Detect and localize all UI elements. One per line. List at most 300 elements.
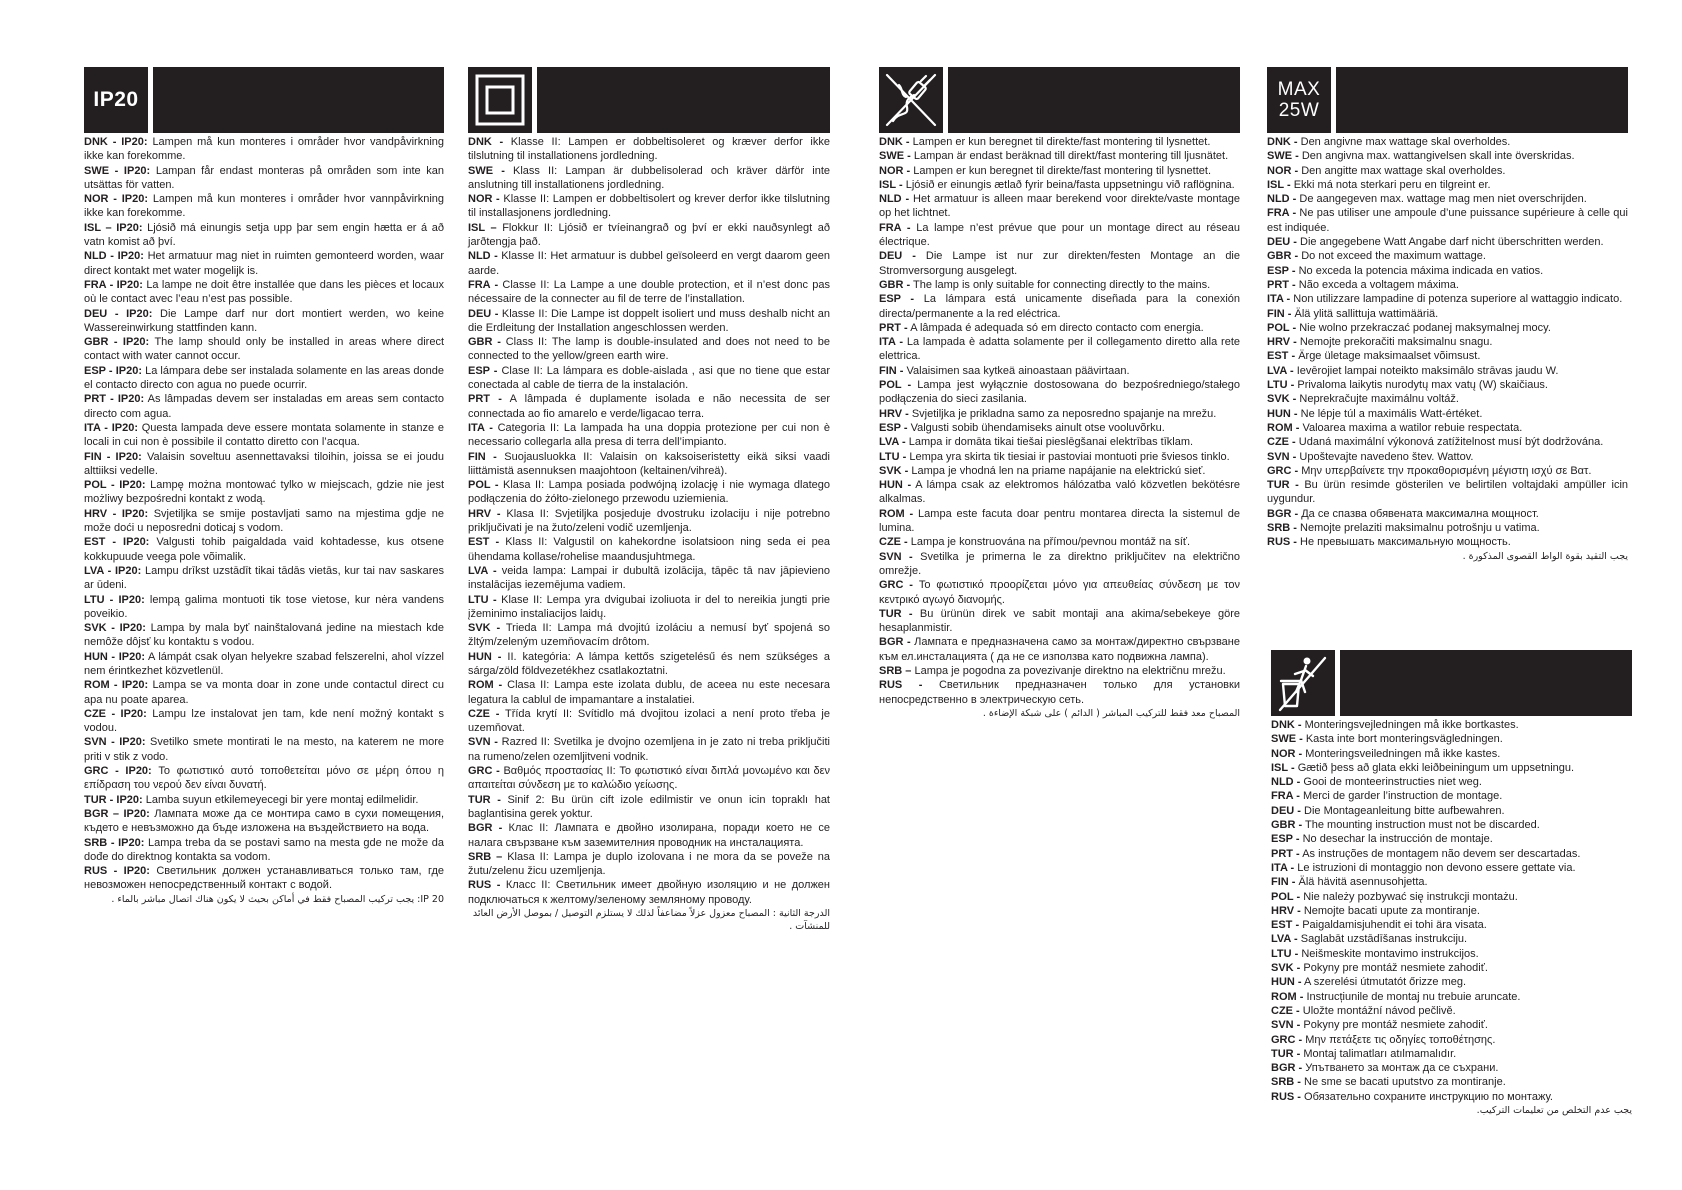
instruction-prt — [84, 392, 444, 421]
instruction-text: La lampe n’est prévue que pour un montage direct au réseau électrique. — [879, 221, 1241, 249]
language-code: ESP - — [1271, 833, 1300, 846]
instruction-ita — [1271, 861, 1632, 875]
section-header — [879, 67, 1240, 133]
language-code: SVK - — [1267, 393, 1297, 406]
instruction-gbr — [84, 335, 444, 364]
language-code: SVN - IP20: — [84, 736, 146, 749]
language-code: GRC - — [468, 765, 500, 778]
instruction-text: Flokkur II: Ljósið er tvíeinangrað og því er ekki nauðsynlegt að jarðtengja það. — [468, 221, 830, 249]
instruction-grc — [468, 764, 830, 793]
instruction-rus — [1271, 1090, 1632, 1104]
language-code: SRB - — [1267, 522, 1297, 535]
instruction-text: Lampan får endast monteras på områden som inte kan utsättas för vatten. — [84, 164, 444, 191]
instruction-text: Gooi de monteerinstructies niet weg. — [1303, 776, 1482, 789]
language-code: SVN - — [1271, 1019, 1301, 1032]
instructions-body — [1267, 135, 1628, 563]
instruction-text: Ne lépje túl a maximális Watt-értéket. — [1300, 407, 1483, 420]
instruction-text: Sinif 2: Bu ürün cift izole edilmistir ve onun icin topraklı hat baglantisina gerek yoktur. — [468, 793, 830, 820]
language-code: SVN - — [1267, 450, 1297, 463]
language-code: DEU - IP20: — [84, 307, 153, 320]
instruction-svn — [468, 735, 830, 764]
language-code: POL - — [468, 479, 499, 492]
instruction-text: Lampen må kun monteres i områder hvor vannpåvirkning ikke kan forekomme. — [84, 193, 445, 220]
language-code: DNK - IP20: — [84, 136, 148, 148]
instruction-pol — [1267, 321, 1628, 335]
language-code: GRC - IP20: — [84, 765, 152, 778]
instruction-text: Lampa jest wyłącznie dostosowana do bezpośredniego/stałego podłączenia do sieci zasilania. — [879, 379, 1240, 406]
double-square-icon — [468, 67, 532, 133]
instruction-text: Valgusti sobib ühendamiseks ainult otse vooluvõrku. — [910, 421, 1165, 434]
language-code: RUS - — [468, 879, 501, 892]
instruction-text: II. kategória: A lámpa kettős szigetelésű és nem szükséges a sárga/zöld földvezetékhez csatlakoztatni. — [468, 650, 830, 677]
language-code: TUR - — [1267, 479, 1299, 492]
instruction-text: Uložte montážní návod pečlivě. — [1302, 1004, 1456, 1017]
language-code: PRT - — [1267, 278, 1296, 291]
language-code: SWE - — [1271, 733, 1303, 746]
instruction-isl — [468, 221, 830, 250]
instruction-hun — [468, 650, 830, 679]
instruction-nld — [879, 192, 1240, 221]
instruction-text: La lámpara está unicamente diseñada para la conexión directa/permanente a la red eléctrica. — [879, 293, 1240, 320]
instruction-srb — [1271, 1075, 1632, 1089]
max-wattage-badge — [1267, 67, 1331, 133]
language-code: CZE - — [879, 536, 908, 549]
instruction-rus — [468, 878, 830, 907]
instruction-nld — [1271, 775, 1632, 789]
language-code: SWE - — [1267, 150, 1299, 163]
instruction-hrv — [1267, 335, 1628, 349]
instruction-text: Het armatuur mag niet in ruimten gemonteerd worden, waar direct kontakt met water mogelijk is. — [84, 250, 445, 277]
instruction-text: Lampa by mala byť nainštalovaná jedine na miestach kde nemôže dôjsť ku kontaktu s vodou. — [84, 622, 444, 649]
instruction-est — [1271, 918, 1632, 932]
instruction-text: Lempa yra skirta tik tiesiai ir pastoviai montuoti prie šviesos tinklo. — [909, 450, 1230, 463]
instruction-text: Não exceda a voltagem máxima. — [1298, 278, 1459, 291]
language-code: BGR - — [1267, 507, 1299, 520]
instruction-bgr — [468, 821, 830, 850]
language-code: ESP - — [468, 364, 498, 377]
language-code: SVK - — [468, 622, 501, 635]
instruction-text: Svjetiljka je prikladna samo za neposredno spajanje na mrežu. — [911, 407, 1217, 420]
language-code: EST - IP20: — [84, 536, 150, 549]
instruction-text: The lamp is only suitable for connecting directly to the mains. — [913, 278, 1211, 291]
instruction-text: Ljósið er einungis ætlað fyrir beina/fasta uppsetningu við raflögnina. — [905, 178, 1235, 191]
language-code: FIN - — [879, 364, 904, 377]
instruction-text: Lampa je konstruována na přímou/pevnou montáž na síť. — [910, 536, 1191, 549]
language-code: LTU - — [1267, 379, 1295, 392]
instruction-dnk — [468, 135, 830, 164]
language-code: SVN - — [468, 736, 498, 749]
instruction-text: Monteringsvejledningen må ikke bortkastes. — [1304, 719, 1519, 731]
instruction-svk — [468, 621, 830, 650]
instruction-cze — [879, 535, 1240, 549]
instruction-grc — [84, 764, 444, 793]
class-ii-section — [468, 67, 830, 933]
instruction-text: De aangegeven max. wattage mag men niet overschrijden. — [1299, 193, 1587, 206]
language-code: DNK - — [468, 136, 504, 148]
instruction-hrv — [1271, 904, 1632, 918]
language-code: ITA - — [879, 336, 903, 349]
instruction-text: Лампата е предназначена само за монтаж/директно свързване към ел.инсталацията ( да не се използва като подвижна лампа). — [879, 636, 1240, 663]
instruction-text: As lâmpadas devem ser instaladas em areas sem contacto directo com agua. — [84, 393, 444, 420]
language-code: CZE - — [1267, 436, 1296, 449]
instruction-text: Älä ylitä sallittuja wattimääriä. — [1294, 307, 1439, 320]
instruction-ltu — [84, 593, 444, 622]
instruction-text: Ne sme se bacati uputstvo za montiranje. — [1304, 1076, 1506, 1089]
language-code: TUR - IP20: — [84, 793, 143, 806]
header-bar — [948, 67, 1240, 133]
language-code: LTU - — [468, 593, 497, 606]
instruction-text: Die Montageanleitung bitte aufbewahren. — [1304, 804, 1505, 817]
instruction-text: Клас II: Лампата е двойно изолирана, поради което не се налага свързване към заземителния проводник на инсталацията. — [468, 822, 831, 849]
instruction-text: Le istruzioni di montaggio non devono essere gettate via. — [1297, 861, 1576, 874]
language-code: NLD - — [1267, 193, 1297, 206]
instruction-srb — [1267, 521, 1628, 535]
instruction-text: Упътването за монтаж да се съхрани. — [1305, 1062, 1499, 1075]
instruction-text: A lámpa csak az elektromos hálózatba való közvetlen bekötésre alkalmas. — [879, 479, 1240, 506]
instruction-text: Trieda II: Lampa má dvojitú izoláciu a nemusí byť spojená so žltým/zeleným uzemňovacím drôtom. — [468, 622, 831, 649]
instruction-lva — [879, 435, 1240, 449]
instruction-prt — [468, 392, 830, 421]
instruction-fra — [1267, 206, 1628, 235]
instruction-text: Klasse II: Het armatuur is dubbel geïsoleerd en vergt daarom geen aarde. — [468, 250, 831, 277]
instruction-text: Svetilka je primerna le za direktno priključitev na električno omrežje. — [879, 550, 1241, 577]
instruction-fin — [1267, 307, 1628, 321]
language-code: LTU - — [879, 450, 907, 463]
instruction-text: Lampa ir domāta tikai tiešai pieslēgšanai elektrības tīklam. — [908, 436, 1194, 449]
instruction-swe — [1271, 732, 1632, 746]
arabic-instruction: IP 20: يجب تركيب المصباح فقط في أماكن بحيث لا يكون هناك اتصال مباشر بالماء . — [111, 893, 444, 905]
instruction-fin — [84, 450, 444, 479]
language-code: LTU - IP20: — [84, 593, 145, 606]
instructions-list — [1267, 135, 1628, 550]
instruction-ita — [879, 335, 1240, 364]
language-code: DEU - — [468, 307, 499, 320]
instruction-srb — [84, 836, 444, 865]
instruction-text: Nemojte bacati upute za montiranje. — [1303, 904, 1480, 917]
instruction-text: Nie wolno przekraczać podanej maksymalnej mocy. — [1299, 321, 1551, 334]
language-code: ROM - — [1271, 990, 1304, 1003]
instruction-text: Lampen er kun beregnet til direkte/fast montering til lysnettet. — [912, 136, 1211, 148]
language-code: LTU - — [1271, 947, 1299, 960]
instruction-rom — [879, 507, 1240, 536]
instruction-deu — [84, 307, 444, 336]
language-code: SRB – — [468, 850, 503, 863]
instruction-text: Το φωτιστικό προορίζεται μόνο για απευθείας σύνδεση με τον κεντρικό αγωγό διανομής. — [879, 579, 1241, 606]
direct-mount-section — [879, 67, 1240, 720]
language-code: ESP - — [879, 421, 908, 434]
instruction-text: Nemojte prelaziti maksimalnu potrošnju u vatima. — [1300, 522, 1540, 535]
language-code: ROM - IP20: — [84, 679, 149, 692]
language-code: ITA - — [1267, 293, 1291, 306]
language-code: RUS - IP20: — [84, 865, 150, 878]
instruction-text: Pokyny pre montáž nesmiete zahodiť. — [1303, 962, 1488, 975]
instruction-ltu — [879, 450, 1240, 464]
language-code: CZE - — [468, 707, 500, 720]
language-code: SWE - IP20: — [84, 164, 151, 177]
instruction-text: Klasse II: Die Lampe ist doppelt isoliert und muss deshalb nicht an die Erdleitung der Installation angeschlossen werden. — [468, 307, 830, 334]
instruction-pol — [84, 478, 444, 507]
instruction-text: Ievērojiet lampai noteikto maksimālo strāvas jaudu W. — [1296, 364, 1559, 377]
instruction-text: Да се спазва обявената максимална мощност. — [1301, 507, 1539, 520]
language-code: LVA - — [1271, 933, 1298, 946]
instruction-text: Valoarea maxima a watilor rebuie respectata. — [1302, 421, 1523, 434]
instruction-nld — [1267, 192, 1628, 206]
instructions-body — [1271, 718, 1632, 1117]
language-code: FIN - — [1267, 307, 1292, 320]
language-code: RUS - — [879, 679, 923, 692]
language-code: NLD - — [879, 193, 910, 206]
instructions-list — [1271, 718, 1632, 1104]
instruction-gbr — [879, 278, 1240, 292]
instruction-tur — [1267, 478, 1628, 507]
instruction-text: Monteringsveiledningen må ikke kastes. — [1305, 747, 1501, 760]
instruction-text: Lampen er kun beregnet til direkte/fast montering til lysnettet. — [913, 164, 1212, 177]
instruction-svn — [879, 550, 1240, 579]
instruction-text: Lamba suyun etkilemeyecegi bir yere montaj edilmelidir. — [145, 793, 419, 806]
instruction-text: Lampa treba da se postavi samo na mesta gde ne može da dođe do direktnog kontakta sa vodom. — [84, 836, 444, 863]
instruction-text: Älä hävitä asennusohjetta. — [1298, 876, 1428, 889]
language-code: ISL - — [1267, 178, 1291, 191]
language-code: CZE - — [1271, 1004, 1300, 1017]
language-code: PRT - — [468, 393, 502, 406]
language-code: ISL - — [1271, 761, 1295, 774]
language-code: NOR - — [1271, 747, 1303, 760]
instruction-nor — [879, 164, 1240, 178]
language-code: BGR – IP20: — [84, 807, 150, 820]
instruction-text: Do not exceed the maximum wattage. — [1301, 250, 1486, 263]
instruction-text: veida lampa: Lampai ir dubultā izolācija, tāpēc tā nav jāpievieno instalācijas iezemējuma vadiem. — [468, 564, 830, 592]
instruction-text: Το φωτιστικό αυτό τοποθετείται μόνο σε μέρη όπου η επίδραση του νερού δεν είναι δυνατή. — [84, 765, 444, 792]
instruction-ltu — [468, 593, 830, 622]
instruction-text: Clase II: La lámpara es doble-aislada , asi que no tiene que estar conectada al cable de tierra de la instalación. — [468, 364, 831, 392]
instruction-svk — [879, 464, 1240, 478]
instruction-text: lempą galima montuoti tik tose vietose, kur nėra vandens poveikio. — [84, 593, 444, 620]
instruction-svk — [1271, 961, 1632, 975]
max-label: MAX — [1277, 79, 1321, 100]
instruction-text: Paigaldamisjuhendit ei tohi ära visata. — [1302, 919, 1487, 932]
instruction-text: Valaisimen saa kytkeä ainoastaan päävirtaan. — [906, 364, 1130, 377]
instruction-deu — [1271, 804, 1632, 818]
instruction-svn — [84, 735, 444, 764]
instruction-text: Nie należy pozbywać się instrukcji montażu. — [1303, 890, 1518, 903]
instruction-dnk — [879, 135, 1240, 149]
language-code: LVA - — [879, 436, 906, 449]
instruction-lva — [1267, 364, 1628, 378]
language-code: ROM - — [879, 507, 914, 520]
instruction-text: Die Lampe ist nur zur direkten/festen Montage an die Stromversorgung ausgelegt. — [879, 250, 1240, 277]
language-code: HRV - — [879, 407, 909, 420]
instruction-text: Lampu lze instalovat jen tam, kde není možný kontakt s vodou. — [84, 707, 444, 735]
language-code: HRV - IP20: — [84, 507, 149, 520]
language-code: HUN - — [1267, 407, 1298, 420]
instruction-esp — [84, 364, 444, 393]
language-code: DEU - — [879, 250, 916, 263]
instruction-text: Lampa je pogodna za povezivanje direktno na električnu mrežu. — [914, 664, 1226, 677]
language-code: FIN - — [468, 450, 497, 463]
instruction-isl — [84, 221, 444, 250]
instruction-text: Μην υπερβαίνετε την προκαθορισμένη μέγιστη ισχύ σε Βατ. — [1301, 464, 1592, 477]
instruction-svk — [84, 621, 444, 650]
instruction-text: Montaj talimatları atılmamalıdır. — [1303, 1047, 1457, 1060]
instruction-rom — [1271, 990, 1632, 1004]
no-plug-icon — [879, 67, 943, 133]
instruction-srb — [879, 664, 1240, 678]
instruction-esp — [879, 421, 1240, 435]
instruction-text: Gætið þess að glata ekki leiðbeiningum um uppsetningu. — [1297, 761, 1575, 774]
instruction-text: Ärge ületage maksimaalset võimsust. — [1298, 350, 1481, 363]
instruction-esp — [1267, 264, 1628, 278]
language-code: FRA - — [1271, 790, 1300, 803]
language-code: HRV - — [1267, 336, 1297, 349]
instruction-text: A lámpát csak olyan helyekre szabad felszerelni, ahol vízzel nem érintkezhet közvetlenül. — [84, 650, 445, 677]
arabic-instruction: الدرجة الثانية : المصباح معزول عزلاً مضاعفاً لذلك لا يستلزم التوصيل / بموصل الأرض العائد للمنشآت . — [472, 908, 830, 933]
language-code: ESP - IP20: — [84, 364, 142, 377]
language-code: SRB - IP20: — [84, 836, 145, 849]
language-code: FRA - IP20: — [84, 278, 143, 291]
arabic-instruction: يجب التقيد بقوة الواط القصوى المذكورة . — [1462, 550, 1628, 562]
language-code: DNK - — [879, 136, 910, 148]
instruction-fra — [1271, 789, 1632, 803]
language-code: FIN - IP20: — [84, 450, 142, 463]
instruction-rus — [879, 678, 1240, 707]
instruction-pol — [468, 478, 830, 507]
instruction-text: Questa lampada deve essere montata solamente in stanze e locali in cui non è possibile il contatto diretto con l’acqua. — [84, 421, 444, 449]
instruction-text: Classe II: La Lampe a une double protection, et il n’est donc pas nécessaire de la connecter au fil de terre de l’installation. — [468, 278, 830, 306]
instruction-lva — [84, 564, 444, 593]
language-code: NOR - — [468, 193, 500, 206]
instruction-swe — [84, 164, 444, 193]
language-code: SWE - — [879, 150, 911, 163]
instruction-rus — [1267, 535, 1628, 549]
instruction-rus — [84, 864, 444, 893]
instruction-text: Categoria II: La lampada ha una doppia protezione per cui non è necessario collegarla alla presa di terra dell’impianto. — [468, 421, 830, 449]
instruction-ltu — [1271, 947, 1632, 961]
instruction-text: Suojausluokka II: Valaisin on kaksoiseristetty eikä siksi vaadi liittämistä asennuksen maajohtoon (keltainen/vihreä). — [468, 450, 830, 477]
instruction-text: Lampen må kun monteres i områder hvor vandpåvirkning ikke kan forekomme. — [84, 136, 444, 163]
instruction-text: Lampan är endast beräknad till direkt/fast montering till ljusnätet. — [913, 150, 1229, 163]
instruction-text: The lamp should only be installed in areas where direct contact with water cannot occur. — [84, 336, 445, 363]
instruction-text: La lampe ne doit être installée que dans les pièces et locaux où le contact avec l’eau n’est pas possible. — [84, 278, 445, 306]
language-code: TUR - — [468, 793, 501, 806]
instruction-gbr — [468, 335, 830, 364]
header-bar — [153, 67, 444, 133]
language-code: RUS - — [1267, 536, 1297, 549]
instruction-text: Не превышать максимальную мощность. — [1300, 536, 1511, 549]
instruction-text: Den angivne max wattage skal overholdes. — [1300, 136, 1511, 148]
instruction-text: Klasa II: Lampa posiada podwójną izolację i nie wymaga dlatego podłączenia do żółto-zielonego przewodu uziemienia. — [468, 479, 830, 506]
arabic-instruction: يجب عدم التخلص من تعليمات التركيب. — [1476, 1105, 1632, 1117]
language-code: GRC - — [1271, 1033, 1303, 1046]
language-code: SVK - — [1271, 962, 1301, 975]
instruction-text: Lampa se va monta doar in zone unde contactul direct cu apa nu poate aparea. — [84, 679, 445, 706]
instruction-text: Klasa II: Svjetiljka posjeduje dvostruku izolaciju i nije potrebno priključivati je na žuto/zeleni vodič uzemljenja. — [468, 507, 831, 535]
language-code: ESP - — [879, 293, 915, 306]
instruction-grc — [879, 578, 1240, 607]
instruction-bgr — [84, 807, 444, 836]
language-code: ESP - — [1267, 264, 1296, 277]
instruction-est — [84, 535, 444, 564]
language-code: ITA - — [468, 421, 493, 434]
arabic-instruction: المصباح معد فقط للتركيب المباشر ( الدائم ) على شبكة الإضاءة . — [982, 707, 1240, 719]
instruction-text: Ekki má nota sterkari peru en tilgreint er. — [1293, 178, 1491, 191]
instruction-text: Udaná maximální výkonová zatížitelnost musí být dodržována. — [1298, 436, 1604, 449]
language-code: RUS - — [1271, 1090, 1301, 1103]
instruction-swe — [468, 164, 830, 193]
language-code: ITA - IP20: — [84, 421, 138, 434]
instruction-text: Nemojte prekoračiti maksimalnu snagu. — [1299, 336, 1493, 349]
instruction-text: Klasse II: Lampen er dobbeltisoleret og kræver derfor ikke tilslutning til installationens jordledning. — [468, 136, 830, 163]
language-code: GBR - — [1271, 819, 1303, 832]
language-code: GBR - IP20: — [84, 336, 150, 349]
instruction-nor — [84, 192, 444, 221]
language-code: LVA - IP20: — [84, 564, 142, 577]
language-code: GRC - — [879, 579, 913, 592]
instruction-cze — [1271, 1004, 1632, 1018]
language-code: POL - — [879, 379, 912, 392]
instruction-cze — [1267, 435, 1628, 449]
language-code: NLD - — [1271, 776, 1301, 789]
instruction-text: Ljósið má einungis setja upp þar sem engin hætta er á að vatn komist að því. — [84, 221, 444, 249]
language-code: GBR - — [1267, 250, 1299, 263]
language-code: ITA - — [1271, 861, 1295, 874]
instruction-cze — [84, 707, 444, 736]
instruction-text: Svjetiljka se smije postavljati samo na mjestima gdje ne može doći u neposredni doticaj s vodom. — [84, 507, 445, 535]
language-code: LVA - — [468, 564, 497, 577]
language-code: GBR - — [468, 336, 501, 349]
instruction-text: Класс II: Светильник имеет двойную изоляцию и не должен подключаться к желтому/зеленому земляному проводу. — [468, 879, 831, 906]
language-code: HRV - — [468, 507, 501, 520]
instruction-text: Merci de garder l’instruction de montage. — [1302, 790, 1503, 803]
instruction-tur — [84, 793, 444, 807]
section-header — [84, 67, 444, 133]
instruction-text: Den angitte max wattage skal overholdes. — [1301, 164, 1506, 177]
instruction-tur — [1271, 1047, 1632, 1061]
instruction-hun — [1271, 975, 1632, 989]
instruction-deu — [468, 307, 830, 336]
instruction-swe — [1267, 149, 1628, 163]
language-code: DEU - — [1271, 804, 1301, 817]
language-code: DNK - — [1271, 719, 1302, 731]
language-code: PRT - — [879, 321, 908, 334]
instruction-text: No exceda la potencia máxima indicada en vatios. — [1298, 264, 1544, 277]
instruction-text: Třída krytí II: Svítidlo má dvojitou izolaci a není proto třeba je uzemňovat. — [468, 707, 830, 735]
language-code: PRT - — [1271, 847, 1300, 860]
language-code: HRV - — [1271, 904, 1301, 917]
language-code: POL - — [1271, 890, 1301, 903]
instruction-text: Svetilko smete montirati le na mesto, na katerem ne more priti v stik z vodo. — [84, 736, 445, 763]
instruction-text: Clasa II: Lampa este izolata dublu, de aceea nu este necesara legatura la cablul de impamantare a instalatiei. — [468, 679, 831, 706]
language-code: LVA - — [1267, 364, 1294, 377]
instruction-text: Upoštevajte navedeno štev. Wattov. — [1299, 450, 1474, 463]
instruction-text: Neprekračujte maximálnu voltáž. — [1299, 393, 1459, 406]
instruction-text: Saglabāt uzstādīšanas instrukciju. — [1300, 933, 1468, 946]
instruction-pol — [1271, 890, 1632, 904]
instruction-hrv — [879, 407, 1240, 421]
instruction-svk — [1267, 392, 1628, 406]
language-code: FRA - — [879, 221, 911, 234]
instruction-lva — [1271, 932, 1632, 946]
ip20-badge — [84, 67, 148, 133]
section-header — [1271, 650, 1632, 716]
language-code: EST - — [468, 536, 500, 549]
ip20-section — [84, 67, 444, 906]
language-code: FIN - — [1271, 876, 1296, 889]
language-code: ISL – — [468, 221, 497, 234]
instruction-est — [468, 535, 830, 564]
language-code: NOR - — [879, 164, 911, 177]
language-code: ROM - — [468, 679, 503, 692]
instruction-prt — [879, 321, 1240, 335]
